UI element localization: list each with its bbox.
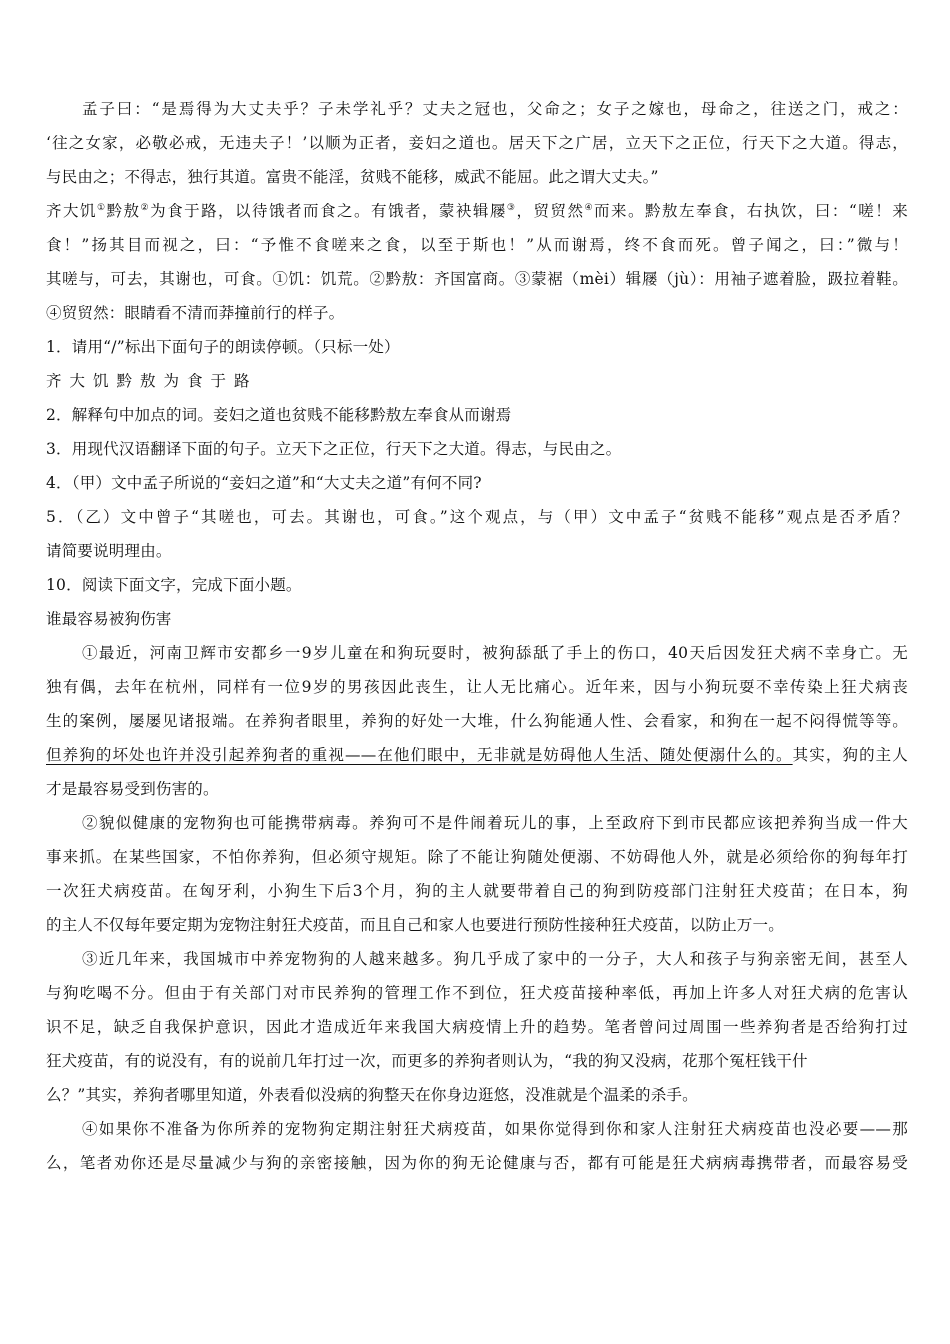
paragraph-3-line: ③近几年来，我国城市中养宠物狗的人越来越多。狗几乎成了家中的一分子，大人和孩子与狗亲密无间，甚至人 xyxy=(82,950,908,968)
paragraph-2-line: 的主人不仅每年要定期为宠物注射狂犬疫苗，而且自己和家人也要进行预防性接种狂犬疫苗，以防止万一。 xyxy=(46,916,784,934)
paragraph-3-line: 狂犬疫苗，有的说没有，有的说前几年打过一次，而更多的养狗者则认为，“我的狗又没病，花那个冤枉钱干什 xyxy=(46,1052,808,1070)
footnote-mark: ④ xyxy=(584,203,594,213)
footnote-mark: ① xyxy=(96,203,107,213)
document-page xyxy=(46,92,908,1180)
question-2: 2．解释句中加点的词。妾妇之道也贫贱不能移黔敖左奉食从而谢焉 xyxy=(46,406,512,424)
passage-jia-line: 与民由之；不得志，独行其道。富贵不能淫，贫贱不能移，威武不能屈。此之谓大丈夫。” xyxy=(46,168,659,186)
paragraph-4-line: ④如果你不准备为你所养的宠物狗定期注射狂犬病疫苗，如果你觉得到你和家人注射狂犬病疫苗也没必要——那 xyxy=(82,1120,908,1138)
paragraph-4-line: 么，笔者劝你还是尽量减少与狗的亲密接触，因为你的狗无论健康与否，都有可能是狂犬病病毒携带者，而最容易受 xyxy=(46,1154,908,1172)
question-5: 5．（乙）文中曾子“其嗟也，可去。其谢也，可食。”这个观点，与（甲）文中孟子“贫贱不能移”观点是否矛盾？ xyxy=(46,508,908,526)
question-3: 3．用现代汉语翻译下面的句子。立天下之正位，行天下之大道。得志，与民由之。 xyxy=(46,440,622,458)
question-4: 4．（甲）文中孟子所说的“妾妇之道”和“大丈夫之道”有何不同? xyxy=(46,474,482,492)
passage-jia-line: 孟子曰：“是焉得为大丈夫乎？子未学礼乎？丈夫之冠也，父命之；女子之嫁也，母命之，往送之门，戒之： xyxy=(82,100,908,118)
passage-jia-line: ‘往之女家，必敬必戒，无违夫子！’以顺为正者，妾妇之道也。居天下之广居，立天下之正位，行天下之大道。得志， xyxy=(46,134,908,152)
paragraph-1-line: 生的案例，屡屡见诸报端。在养狗者眼里，养狗的好处一大堆，什么狗能通人性、会看家，和狗在一起不闷得慌等等。 xyxy=(46,712,908,730)
paragraph-1-line: 才是最容易受到伤害的。 xyxy=(46,780,219,798)
paragraph-1-line: 独有偶，去年在杭州，同样有一位9岁的男孩因此丧生，让人无比痛心。近年来，因与小狗玩耍不幸传染上狂犬病丧 xyxy=(46,678,908,696)
section-10-heading: 10．阅读下面文字，完成下面小题。 xyxy=(46,576,302,594)
passage-yi-line: ④贸贸然：眼睛看不清而莽撞前行的样子。 xyxy=(46,304,345,322)
question-1: 1．请用“/”标出下面句子的朗读停顿。（只标一处） xyxy=(46,338,400,356)
footnote-mark: ② xyxy=(140,203,151,213)
paragraph-2-line: 事来抓。在某些国家，不怕你养狗，但必须守规矩。除了不能让狗随处便溺、不妨碍他人外，就是必须给你的狗每年打 xyxy=(46,848,908,866)
passage-yi-line: 齐大饥①黔敖②为食于路，以待饿者而食之。有饿者，蒙袂辑屦③，贸贸然④而来。黔敖左奉食，右执饮，曰：“嗟！来 xyxy=(46,202,908,220)
underlined-sentence: 但养狗的坏处也许并没引起养狗者的重视——在他们眼中，无非就是妨碍他人生活、随处便溺什么的。 xyxy=(46,746,793,764)
paragraph-2-line: ②貌似健康的宠物狗也可能携带病毒。养狗可不是件闹着玩儿的事，上至政府下到市民都应该把养狗当成一件大 xyxy=(82,814,908,832)
passage-yi-line: 食！”扬其目而视之，曰：“予惟不食嗟来之食，以至于斯也！”从而谢焉，终不食而死。曾子闻之，曰：”微与！ xyxy=(46,236,908,254)
paragraph-3-line: 么？”其实，养狗者哪里知道，外表看似没病的狗整天在你身边逛悠，没准就是个温柔的杀手。 xyxy=(46,1086,698,1104)
paragraph-1-line: ①最近，河南卫辉市安都乡一9岁儿童在和狗玩耍时，被狗舔舐了手上的伤口，40天后因发狂犬病不幸身亡。无 xyxy=(82,644,908,662)
question-5-cont: 请简要说明理由。 xyxy=(46,542,172,560)
passage-yi-line: 其嗟与，可去，其谢也，可食。①饥：饥荒。②黔敖：齐国富商。③蒙裾（mèi）辑屦（jù）：用袖子遮着脸，趿拉着鞋。 xyxy=(46,270,908,288)
paragraph-2-line: 一次狂犬病疫苗。在匈牙利，小狗生下后3个月，狗的主人就要带着自己的狗到防疫部门注射狂犬疫苗；在日本，狗 xyxy=(46,882,908,900)
paragraph-3-line: 识不足，缺乏自我保护意识，因此才造成近年来我国大病疫情上升的趋势。笔者曾问过周围一些养狗者是否给狗打过 xyxy=(46,1018,908,1036)
question-1-sentence: 齐大饥黔敖为食于路 xyxy=(46,372,258,390)
article-title: 谁最容易被狗伤害 xyxy=(46,610,172,628)
paragraph-3-line: 与狗吃喝不分。但由于有关部门对市民养狗的管理工作不到位，狂犬疫苗接种率低，再加上许多人对狂犬病的危害认 xyxy=(46,984,908,1002)
paragraph-1-line: 但养狗的坏处也许并没引起养狗者的重视——在他们眼中，无非就是妨碍他人生活、随处便溺什么的。其实，狗的主人 xyxy=(46,746,908,764)
footnote-mark: ③ xyxy=(506,203,517,213)
